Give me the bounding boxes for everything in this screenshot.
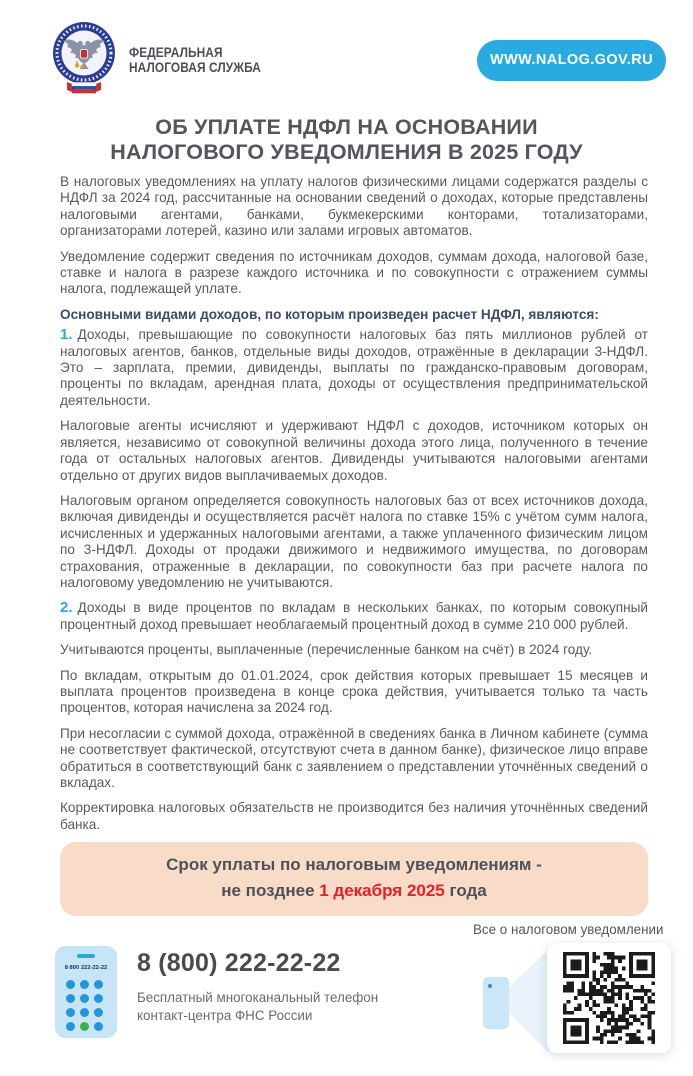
phone-info bbox=[137, 946, 378, 1024]
footer bbox=[0, 922, 693, 1076]
phone-caption-line2: контакт-центра ФНС России bbox=[137, 1007, 313, 1023]
income-type-2-note-correction: Корректировка налоговых обязательств не производится без наличия уточнённых сведений банка. bbox=[60, 800, 648, 832]
income-type-2-note-deposits: По вкладам, открытым до 01.01.2024, срок действия которых превышает 15 месяцев и выплата процентов произведена в конце срока действия, учитывается только та часть процентов, которая начислена за 2024 год. bbox=[60, 667, 648, 716]
fns-logo-text bbox=[129, 45, 261, 76]
fns-logo-line1: ФЕДЕРАЛЬНАЯ bbox=[129, 44, 223, 60]
phone-icon-label: 8 800 222-22-22 bbox=[64, 965, 108, 972]
income-type-2-note-interest: Учитываются проценты, выплаченные (перечисленные банком на счёт) в 2024 году. bbox=[60, 642, 593, 658]
fns-logo-line2: НАЛОГОВАЯ СЛУЖБА bbox=[129, 60, 261, 75]
page-title bbox=[20, 115, 673, 164]
website-button[interactable]: WWW.NALOG.GOV.RU bbox=[477, 40, 666, 81]
phone-caption bbox=[137, 989, 378, 1024]
phone-caption-line1: Бесплатный многоканальный телефон bbox=[137, 990, 379, 1006]
intro-paragraph-1: В налоговых уведомлениях на уплату налогов физическими лицами содержатся разделы с НДФЛ за 2024 год, рассчитанные на основании сведений о доходах, которые представлены налоговыми агентами, банками, букмекерскими конторами, тотализаторами, организаторами лотерей, казино или залами игровых автоматов. bbox=[60, 174, 648, 239]
phone-keypad-icon bbox=[55, 946, 117, 1038]
deadline-line1: Срок уплаты по налоговым уведомлениям - bbox=[166, 855, 542, 875]
fns-logo bbox=[52, 20, 279, 100]
list-number-1: 1. bbox=[60, 326, 73, 344]
title-line2: НАЛОГОВОГО УВЕДОМЛЕНИЯ В 2025 ГОДУ bbox=[110, 139, 583, 164]
list-number-2: 2. bbox=[60, 599, 73, 617]
intro-paragraph-2: Уведомление содержит сведения по источникам доходов, суммам дохода, налоговой базе, ставке и налога в разрезе каждого источника и по совокупности с отражением суммы налога, подлежащей уплате. bbox=[60, 248, 648, 297]
title-line1: ОБ УПЛАТЕ НДФЛ НА ОСНОВАНИИ bbox=[155, 115, 538, 139]
qr-area bbox=[467, 922, 685, 1061]
qr-card bbox=[547, 943, 671, 1053]
body-text bbox=[60, 174, 648, 833]
smartphone-icon bbox=[483, 977, 509, 1029]
qr-caption: Все о налоговом уведомлении bbox=[473, 922, 664, 938]
income-type-2-text: Доходы в виде процентов по вкладам в нескольких банках, по которым совокупный процентный доход превышает необлагаемый процентный доход в сумме 210 000 рублей. bbox=[60, 600, 648, 632]
phone-keypad-dots bbox=[66, 980, 103, 1031]
income-type-1-note-agents: Налоговые агенты исчисляют и удерживают НДФЛ с доходов, источником которых он является, независимо от совокупной величины дохода этого лица, полученного в течение года от остальных налоговых агентов. Дивиденды учитываются налоговыми агентами отдельно от других видов выплачиваемых доходов. bbox=[60, 418, 648, 483]
deadline-prefix: не позднее bbox=[221, 881, 320, 901]
scan-beam bbox=[509, 947, 549, 1055]
income-type-2 bbox=[60, 600, 648, 633]
fns-emblem-icon bbox=[52, 20, 116, 100]
deadline-line2 bbox=[78, 878, 630, 904]
deadline-banner bbox=[60, 842, 648, 916]
income-type-1 bbox=[60, 327, 648, 409]
qr-composition bbox=[467, 943, 685, 1061]
income-type-2-note-dispute: При несогласии с суммой дохода, отражённой в сведениях банка в Личном кабинете (сумма не соответствует фактической, отсутствуют счета в данном банке), физическое лицо вправе обратиться в соответствующий банк с заявлением о представлении уточнённых сведений о вкладах. bbox=[60, 725, 648, 790]
deadline-suffix: года bbox=[444, 881, 487, 901]
phone-number: 8 (800) 222-22-22 bbox=[137, 949, 341, 978]
income-type-1-text: Доходы, превышающие по совокупности налоговых баз пять миллионов рублей от налоговых агентов, банков, отдельные виды доходов, отражённые в декларации 3-НДФЛ. Это – зарплата, премии, дивиденды, выплаты по гражданско-правовым договорам, проценты по вкладам, арендная плата, доходы от осуществления предпринимательской деятельности. bbox=[60, 327, 648, 408]
qr-code bbox=[563, 952, 655, 1044]
phone-speaker-bar bbox=[77, 954, 95, 958]
income-type-1-note-authority: Налоговым органом определяется совокупность налоговых баз от всех источников дохода, включая дивиденды и осуществляется расчёт налога по ставке 15% с учётом сумм налога, исчисленных и удержанных налоговыми агентами, а также уплаченного физическим лицом по 3-НДФЛ. Доходы от продажи движимого и недвижимого имущества, по договорам страхования, отраженные в декларации, по совокупности баз при расчете налога по налоговому уведомлению не учитываются. bbox=[60, 492, 648, 590]
section-heading: Основными видами доходов, по которым произведен расчет НДФЛ, являются: bbox=[60, 306, 599, 322]
header bbox=[0, 0, 693, 100]
deadline-date: 1 декабря 2025 bbox=[319, 881, 445, 901]
